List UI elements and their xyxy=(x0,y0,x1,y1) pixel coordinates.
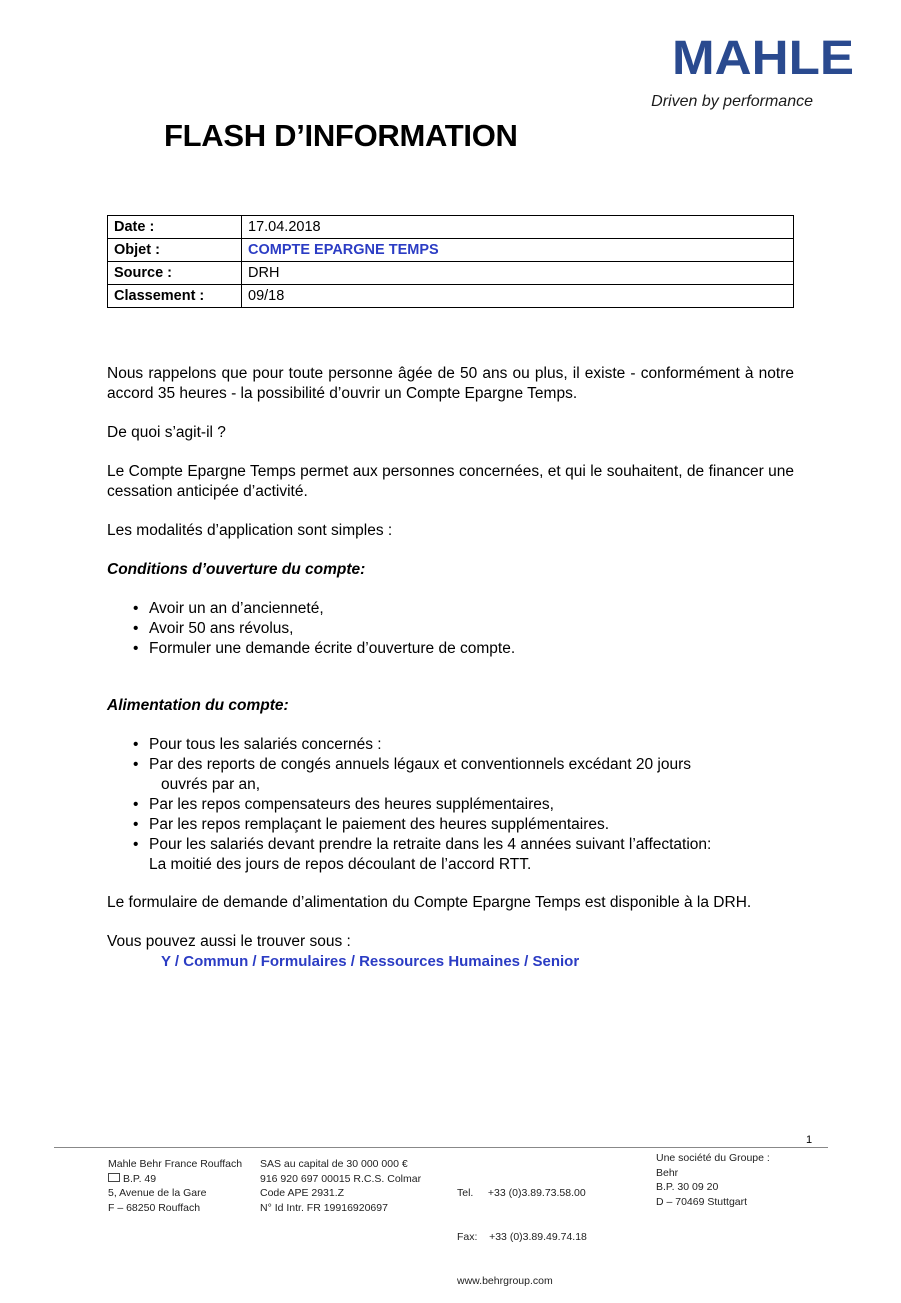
meta-objet-value: COMPTE EPARGNE TEMPS xyxy=(242,239,794,262)
bullet-icon: • xyxy=(133,620,139,637)
footer-divider xyxy=(54,1147,828,1148)
bullet-icon: • xyxy=(133,816,139,833)
document-body xyxy=(107,364,794,972)
list-item: • Par les repos compensateurs des heures supplémentaires, xyxy=(133,796,554,813)
bullet-icon: • xyxy=(133,640,139,657)
list-item: • Formuler une demande écrite d’ouverture de compte. xyxy=(133,640,516,657)
meta-table xyxy=(107,215,794,308)
section-alimentation-title: Alimentation du compte: xyxy=(107,697,289,714)
trouver-paragraph: Vous pouvez aussi le trouver sous : xyxy=(107,933,351,950)
bullet-icon: • xyxy=(133,796,139,813)
meta-classement-value: 09/18 xyxy=(242,285,794,308)
table-row xyxy=(108,239,794,262)
svg-text:MAHLE: MAHLE xyxy=(672,38,854,78)
meta-source-value: DRH xyxy=(242,262,794,285)
bullet-icon: • xyxy=(133,736,139,753)
table-row xyxy=(108,216,794,239)
mail-icon xyxy=(108,1173,120,1182)
bullet-icon: • xyxy=(133,756,139,773)
section-conditions-title: Conditions d’ouverture du compte: xyxy=(107,561,366,578)
explanation-paragraph: Le Compte Epargne Temps permet aux personnes concernées, et qui le souhaitent, de financer une cessation anticipée d’activité. xyxy=(107,463,794,500)
meta-date-label: Date : xyxy=(108,216,242,239)
tagline: Driven by performance xyxy=(651,93,813,110)
list-item: • Par les repos remplaçant le paiement des heures supplémentaires. xyxy=(133,816,610,833)
list-item: • Avoir 50 ans révolus, xyxy=(133,620,294,637)
footer-address: Mahle Behr France Rouffach B.P. 49 5, Avenue de la Gare F – 68250 Rouffach xyxy=(108,1158,243,1214)
footer-group: Une société du Groupe : Behr B.P. 30 09 20 D – 70469 Stuttgart xyxy=(656,1152,770,1208)
page-title: FLASH D’INFORMATION xyxy=(164,118,518,153)
bullet-icon: • xyxy=(133,836,139,853)
meta-source-label: Source : xyxy=(108,262,242,285)
table-row xyxy=(108,262,794,285)
table-row xyxy=(108,285,794,308)
list-item: • Avoir un an d’ancienneté, xyxy=(133,600,324,617)
meta-classement-label: Classement : xyxy=(108,285,242,308)
list-item: • Par des reports de congés annuels légaux et conventionnels excédant 20 jours ouvrés par an, xyxy=(133,756,691,793)
meta-date-value: 17.04.2018 xyxy=(242,216,794,239)
alimentation-list xyxy=(107,735,794,875)
question-paragraph: De quoi s’agit-il ? xyxy=(107,424,226,441)
bullet-icon: • xyxy=(133,600,139,617)
list-item: • Pour tous les salariés concernés : xyxy=(133,736,382,753)
mahle-logo xyxy=(672,38,854,78)
page-number: 1 xyxy=(806,1134,813,1146)
file-path: Y / Commun / Formulaires / Ressources Humaines / Senior xyxy=(161,953,580,970)
intro-paragraph: Nous rappelons que pour toute personne âgée de 50 ans ou plus, il existe - conformément à notre accord 35 heures - la possibilité d’ouvrir un Compte Epargne Temps. xyxy=(107,365,794,402)
footer-contact: Tel. +33 (0)3.89.73.58.00 Fax: +33 (0)3.89.49.74.18 www.behrgroup.com xyxy=(457,1187,587,1287)
list-item: • Pour les salariés devant prendre la retraite dans les 4 années suivant l’affectation: La moitié des jours de repos découlant de l’accord RTT. xyxy=(133,836,712,873)
footer-company: SAS au capital de 30 000 000 € 916 920 697 00015 R.C.S. Colmar Code APE 2931.Z N° Id Intr. FR 19916920697 xyxy=(260,1158,422,1214)
conditions-list xyxy=(107,599,794,659)
meta-objet-label: Objet : xyxy=(108,239,242,262)
modalites-paragraph: Les modalités d’application sont simples : xyxy=(107,522,393,539)
formulaire-paragraph: Le formulaire de demande d’alimentation du Compte Epargne Temps est disponible à la DRH. xyxy=(107,894,752,911)
